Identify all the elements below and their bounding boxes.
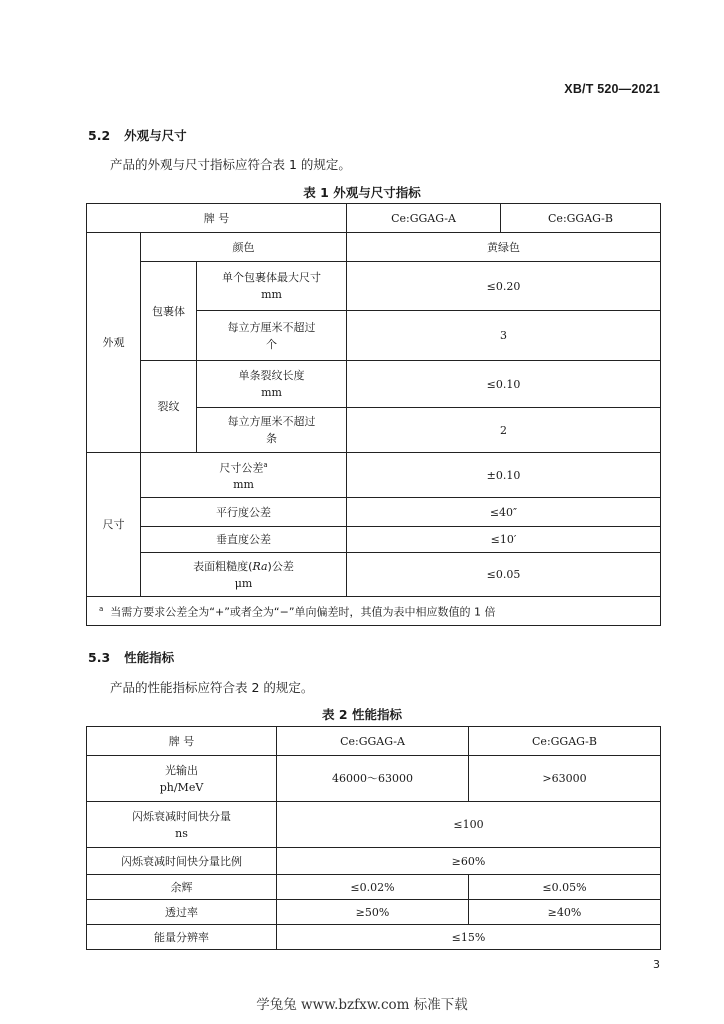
energy-resolution-value: ≤15% <box>277 925 661 950</box>
unit-line: mm <box>261 386 282 399</box>
roughness-symbol: Ra <box>252 559 268 573</box>
group-dimension: 尺寸 <box>87 453 141 597</box>
table-row <box>87 262 661 311</box>
perpendicular-value: ≤10′ <box>347 527 661 553</box>
section-5-3-heading <box>88 648 174 666</box>
unit-line: 个 <box>266 337 277 351</box>
section-title: 外观与尺寸 <box>124 128 187 143</box>
fast-ratio-value: ≥60% <box>277 848 661 875</box>
unit-line: 条 <box>266 432 277 445</box>
unit-line: ph/MeV <box>159 780 204 794</box>
footer-watermark: 学兔兔 www.bzfxw.com 标准下载 <box>256 997 468 1013</box>
fast-ratio-label: 闪烁衰减时间快分量比例 <box>87 848 277 875</box>
parallel-value: ≤40″ <box>347 498 661 527</box>
table-row <box>87 756 661 802</box>
fast-decay-value: ≤100 <box>277 802 661 848</box>
table-row <box>87 727 661 756</box>
table-row <box>87 597 661 626</box>
fast-decay-label <box>87 802 277 848</box>
table-row <box>87 498 661 527</box>
table-row <box>87 204 661 233</box>
parallel-label: 平行度公差 <box>141 498 347 527</box>
afterglow-b: ≤0.05% <box>469 875 661 900</box>
light-output-a: 46000～63000 <box>277 756 469 802</box>
table-row <box>87 233 661 262</box>
document-number: XB/T 520—2021 <box>564 82 660 96</box>
header-col-a: Ce:GGAG-A <box>277 727 469 756</box>
transmittance-a: ≥50% <box>277 900 469 925</box>
unit-line: μm <box>234 576 253 590</box>
table-row <box>87 925 661 950</box>
section-5-2-paragraph: 产品的外观与尺寸指标应符合表 1 的规定。 <box>110 157 351 172</box>
table2-caption: 表 2 性能指标 <box>322 707 402 722</box>
crack-length-label <box>197 361 347 408</box>
label-line: 光输出 <box>165 763 198 777</box>
table-row <box>87 453 661 498</box>
label-line: 闪烁衰减时间快分量 <box>132 809 231 823</box>
header-col-b: Ce:GGAG-B <box>501 204 661 233</box>
tolerance-label <box>141 453 347 498</box>
roughness-label <box>141 553 347 597</box>
table-row <box>87 900 661 925</box>
perpendicular-label: 垂直度公差 <box>141 527 347 553</box>
page-number: 3 <box>653 958 660 971</box>
unit-line: mm <box>233 478 254 492</box>
group-appearance: 外观 <box>87 233 141 453</box>
afterglow-a: ≤0.02% <box>277 875 469 900</box>
roughness-text: 表面粗糙度( <box>193 559 253 573</box>
inclusion-count-label <box>197 311 347 361</box>
color-label: 颜色 <box>141 233 347 262</box>
section-title: 性能指标 <box>124 650 175 665</box>
footnote-mark: a <box>99 605 104 614</box>
header-col-a: Ce:GGAG-A <box>347 204 501 233</box>
section-5-3-paragraph: 产品的性能指标应符合表 2 的规定。 <box>110 680 314 695</box>
header-col-b: Ce:GGAG-B <box>469 727 661 756</box>
table-row <box>87 361 661 408</box>
label-line: 每立方厘米不超过 <box>227 320 316 334</box>
crack-count-value: 2 <box>347 408 661 453</box>
tolerance-text: 尺寸公差 <box>219 461 264 475</box>
label-line <box>145 457 342 477</box>
unit-line: mm <box>261 288 282 301</box>
energy-resolution-label: 能量分辨率 <box>87 925 277 950</box>
table-row <box>87 553 661 597</box>
crack-length-value: ≤0.10 <box>347 361 661 408</box>
tolerance-value: ±0.10 <box>347 453 661 498</box>
light-output-label <box>87 756 277 802</box>
label-line: 每立方厘米不超过 <box>227 415 316 428</box>
unit-line: ns <box>175 826 188 840</box>
roughness-text-end: )公差 <box>267 559 294 573</box>
header-brand: 牌 号 <box>87 204 347 233</box>
inclusion-count-value: 3 <box>347 311 661 361</box>
light-output-b: >63000 <box>469 756 661 802</box>
color-value: 黄绿色 <box>347 233 661 262</box>
roughness-value: ≤0.05 <box>347 553 661 597</box>
table1-caption: 表 1 外观与尺寸指标 <box>303 185 421 200</box>
footnote-text: 当需方要求公差全为“+”或者全为“−”单向偏差时，其值为表中相应数值的 1 倍 <box>110 605 496 619</box>
table-row <box>87 802 661 848</box>
transmittance-label: 透过率 <box>87 900 277 925</box>
footnote-ref: a <box>263 460 268 469</box>
crack-count-label <box>197 408 347 453</box>
inclusion-size-value: ≤0.20 <box>347 262 661 311</box>
section-number: 5.3 <box>88 650 111 665</box>
afterglow-label: 余辉 <box>87 875 277 900</box>
group-inclusion: 包裹体 <box>141 262 197 361</box>
table-row <box>87 527 661 553</box>
label-line: 单条裂纹长度 <box>238 369 305 382</box>
label-line: 单个包裹体最大尺寸 <box>222 271 321 284</box>
table-row <box>87 848 661 875</box>
table-row <box>87 875 661 900</box>
section-number: 5.2 <box>88 128 111 143</box>
table1-footnote <box>87 597 661 626</box>
inclusion-size-label <box>197 262 347 311</box>
label-line <box>145 558 342 575</box>
header-brand: 牌 号 <box>87 727 277 756</box>
transmittance-b: ≥40% <box>469 900 661 925</box>
table2 <box>86 726 661 950</box>
group-crack: 裂纹 <box>141 361 197 453</box>
table1 <box>86 203 661 626</box>
section-5-2-heading <box>88 126 187 144</box>
